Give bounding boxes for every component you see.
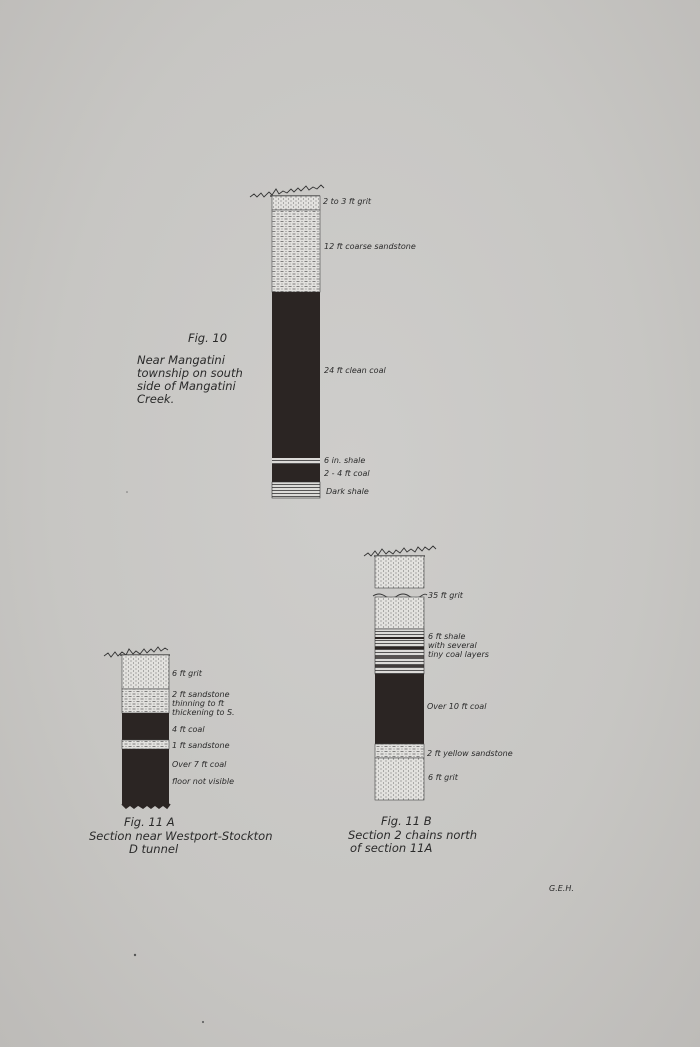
fig11b-shale-line: tiny coal layers (428, 650, 489, 659)
fig11b-column (364, 546, 436, 800)
fig10-title: Fig. 10 (188, 331, 228, 345)
fig11b-desc-line: of section 11A (350, 841, 433, 855)
fig11a-sandstone-line: 2 ft sandstone (172, 690, 230, 699)
fig11b-grit2-layer (375, 758, 424, 800)
fig11b-desc-line: Section 2 chains north (348, 828, 477, 842)
fig10-desc-line: Near Mangatini (137, 353, 225, 367)
fig10-grit-layer (272, 196, 320, 210)
fig11b-shale-line: 6 ft shale (428, 632, 466, 641)
fig11a-label-grit: 6 ft grit (172, 669, 202, 678)
fig10-shale-layer (272, 458, 320, 464)
fig11b-coal-layer (375, 674, 424, 744)
fig11a-column (104, 647, 170, 808)
fig10-label-coal2: 2 - 4 ft coal (324, 469, 370, 478)
fig11a-sandstone-layer (122, 689, 169, 713)
speck (134, 954, 136, 956)
fig10-coal-layer (272, 292, 320, 458)
fig10-label-shale: 6 in. shale (324, 456, 366, 465)
fig11b-grit-layer (375, 597, 424, 629)
fig10-desc-line: side of Mangatini (137, 379, 236, 393)
fig10-darkshale-layer (272, 482, 320, 498)
fig11a-floor (122, 804, 170, 808)
fig11b-shale-line: with several (428, 641, 477, 650)
fig11b-grit-top-layer (375, 556, 424, 588)
fig11a-description (89, 829, 273, 856)
fig11b-description (348, 829, 477, 855)
fig10-sandstone-layer (272, 210, 320, 292)
fig11b-shale-layer (375, 629, 424, 674)
fig11a-coal-layer (122, 713, 169, 740)
speck (126, 491, 128, 493)
fig11a-desc-line: D tunnel (129, 842, 179, 856)
fig11b-label-shale (428, 632, 489, 659)
fig11b-label-grit: 35 ft grit (428, 591, 463, 600)
fig11b-title: Fig. 11 B (381, 814, 432, 828)
fig11b-label-sandstone: 2 ft yellow sandstone (427, 749, 513, 758)
fig11a-coal2-layer (122, 749, 169, 804)
fig10-grass (250, 185, 324, 197)
fig11a-label-sandstone2: 1 ft sandstone (172, 741, 230, 750)
fig11a-sandstone-line: thickening to S. (172, 708, 235, 717)
fig11b-label-coal: Over 10 ft coal (427, 702, 487, 711)
fig11a-label-floor: floor not visible (172, 777, 235, 786)
fig11a-desc-line: Section near Westport-Stockton (89, 829, 273, 843)
fig10-label-dark-shale: Dark shale (326, 487, 369, 496)
fig10-desc-line: township on south (137, 366, 243, 380)
fig11b-grass (364, 546, 436, 556)
fig11a-label-sandstone (172, 690, 235, 717)
fig11b-sandstone-layer (375, 744, 424, 758)
fig11a-label-coal2: Over 7 ft coal (172, 760, 227, 769)
fig11b-label-grit2: 6 ft grit (428, 773, 458, 782)
fig10-label-coal: 24 ft clean coal (324, 366, 386, 375)
speck (202, 1021, 204, 1023)
fig11a-sandstone-line: thinning to ft (172, 699, 225, 708)
fig10-desc-line: Creek. (137, 392, 175, 406)
fig10-label-sandstone: 12 ft coarse sandstone (324, 242, 416, 251)
fig10-label-grit: 2 to 3 ft grit (323, 197, 372, 206)
fig10-description (137, 354, 243, 406)
fig11a-title: Fig. 11 A (124, 815, 175, 829)
fig10-coal2-layer (272, 464, 320, 482)
fig10-column (250, 185, 324, 498)
fig11a-sandstone2-layer (122, 740, 169, 749)
fig11a-grit-layer (122, 655, 169, 689)
signature: G.E.H. (549, 884, 574, 893)
fig11a-label-coal: 4 ft coal (172, 725, 205, 734)
